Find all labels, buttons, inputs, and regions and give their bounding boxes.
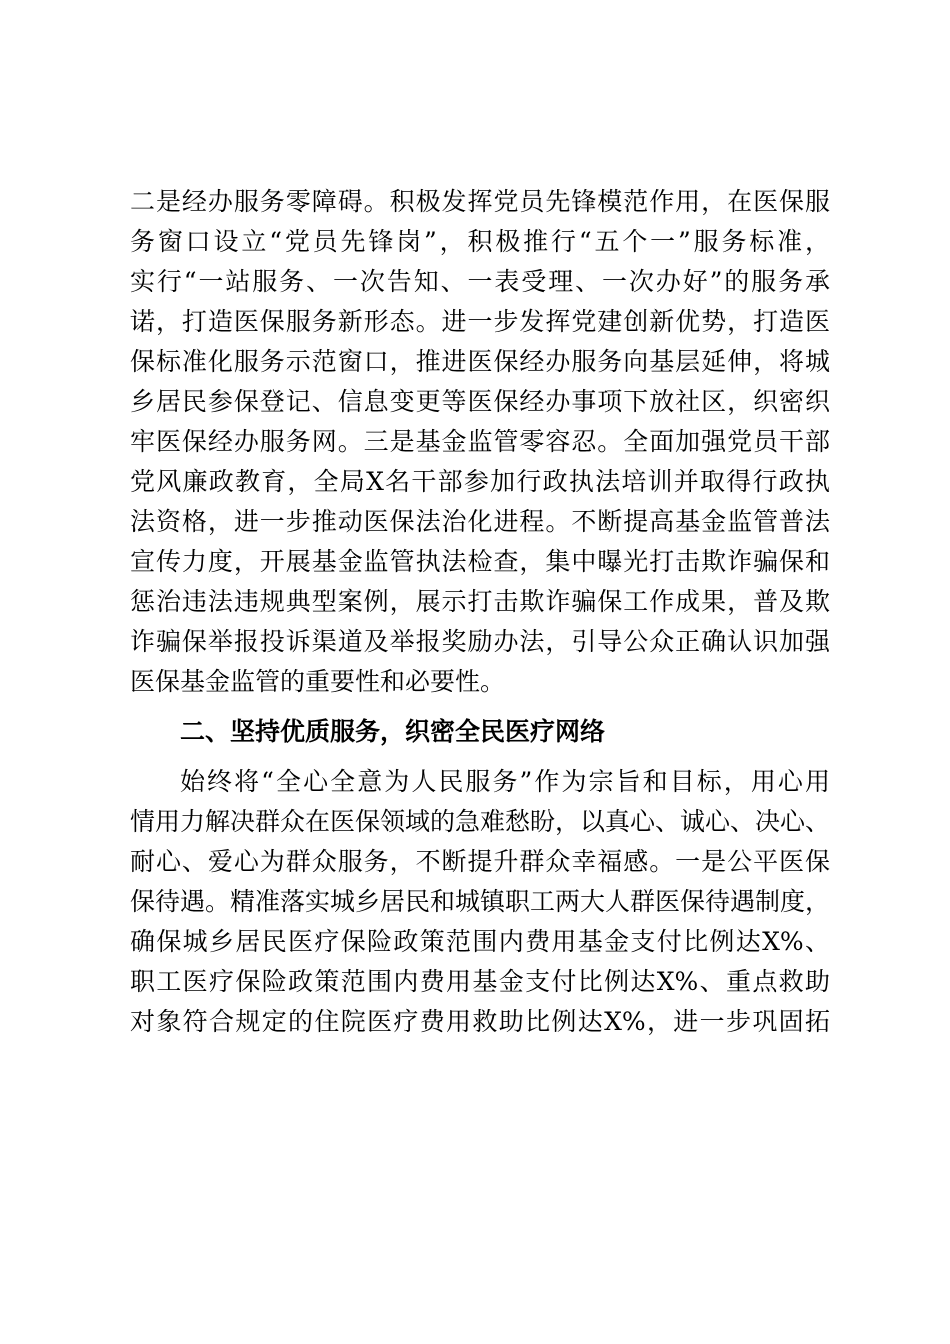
paragraph-2-line-3: 耐心、爱心为群众服务，不断提升群众幸福感。一是公平医保 [130, 847, 830, 876]
paragraph-2-line-7: 对象符合规定的住院医疗费用救助比例达X%，进一步巩固拓 [130, 1007, 830, 1036]
paragraph-1-line-2: 务窗口设立“党员先锋岗”，积极推行“五个一”服务标准， [130, 227, 830, 256]
paragraph-1-line-6: 乡居民参保登记、信息变更等医保经办事项下放社区，织密织 [130, 387, 830, 416]
paragraph-1-line-13: 医保基金监管的重要性和必要性。 [130, 667, 506, 696]
paragraph-1-line-1: 二是经办服务零障碍。积极发挥党员先锋模范作用，在医保服 [130, 187, 830, 216]
paragraph-1-line-3: 实行“一站服务、一次告知、一表受理、一次办好”的服务承 [130, 267, 830, 296]
paragraph-2-line-4: 保待遇。精准落实城乡居民和城镇职工两大人群医保待遇制度， [130, 887, 831, 916]
paragraph-1-line-5: 保标准化服务示范窗口，推进医保经办服务向基层延伸，将城 [130, 347, 830, 376]
paragraph-1-line-11: 惩治违法违规典型案例，展示打击欺诈骗保工作成果，普及欺 [130, 587, 830, 616]
section-heading: 二、坚持优质服务，织密全民医疗网络 [180, 717, 606, 746]
paragraph-1-line-8: 党风廉政教育，全局X名干部参加行政执法培训并取得行政执 [130, 467, 830, 496]
paragraph-2-line-2: 情用力解决群众在医保领域的急难愁盼，以真心、诚心、决心、 [130, 807, 831, 836]
paragraph-1-line-9: 法资格，进一步推动医保法治化进程。不断提高基金监管普法 [130, 507, 830, 536]
paragraph-1-line-7: 牢医保经办服务网。三是基金监管零容忍。全面加强党员干部 [130, 427, 830, 456]
paragraph-1-line-12: 诈骗保举报投诉渠道及举报奖励办法，引导公众正确认识加强 [130, 627, 830, 656]
paragraph-2-line-1: 始终将“全心全意为人民服务”作为宗旨和目标，用心用 [180, 767, 830, 796]
paragraph-2-line-6: 职工医疗保险政策范围内费用基金支付比例达X%、重点救助 [130, 967, 830, 996]
paragraph-1-line-10: 宣传力度，开展基金监管执法检查，集中曝光打击欺诈骗保和 [130, 547, 830, 576]
paragraph-2-line-5: 确保城乡居民医疗保险政策范围内费用基金支付比例达X%、 [130, 927, 830, 956]
paragraph-1-line-4: 诺，打造医保服务新形态。进一步发挥党建创新优势，打造医 [130, 307, 830, 336]
